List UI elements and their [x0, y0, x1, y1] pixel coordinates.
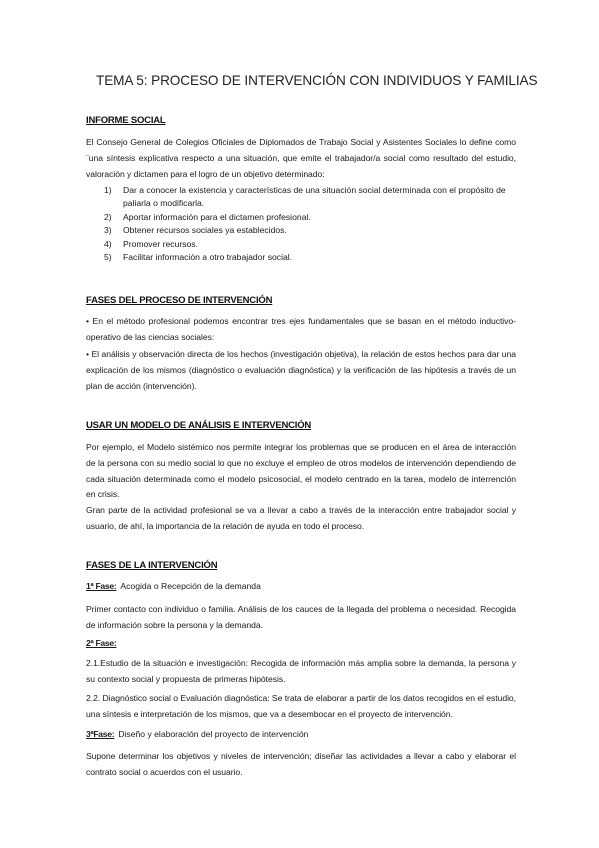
fases-proceso-paragraph-2: • El análisis y observación directa de los hechos (investigación objetiva), la relación de estos hechos para dar una explicación de los mismos (diagnóstico o evaluación diagnóstica) y la verificación de las hipótesis a través de un plan de acción (intervención).	[86, 349, 516, 391]
fase-3-line	[86, 729, 308, 739]
heading-modelo: USAR UN MODELO DE ANÁLISIS E INTERVENCIÓN	[86, 420, 312, 431]
modelo-paragraph-2: Gran parte de la actividad profesional se va a llevar a cabo a través de la interacción entre trabajador social y usuario, de ahí, la importancia de la relación de ayuda en todo el proceso.	[86, 505, 516, 531]
list-item-text: Aportar información para el dictamen profesional.	[123, 211, 311, 222]
fase-3-title: Diseño y elaboración del proyecto de intervención	[118, 729, 309, 739]
list-item-text: Dar a conocer la existencia y características de una situación social determinada con el propósito de paliarla o modificarla.	[123, 185, 506, 209]
list-item	[104, 238, 516, 251]
list-number: 5)	[104, 252, 112, 263]
fases-proceso-paragraph-1: • En el método profesional podemos encontrar tres ejes fundamentales que se basan en el método inductivooperativo de las ciencias sociales:	[86, 316, 516, 342]
fase-1-title: Acogida o Recepción de la demanda	[120, 581, 261, 591]
list-item	[104, 224, 516, 237]
fase-2-paragraph-2: 2.2. Diagnóstico social o Evaluación diagnóstica: Se trata de elaborar a partir de los datos recogidos en el estudio, una síntesis e interpretación de los mismos, que va a desembocar en el proyecto de intervención.	[86, 693, 516, 719]
fase-2-paragraph-1: 2.1.Estudio de la situación e investigación: Recogida de información más amplia sobre la demanda, la persona y su contexto social y propuesta de primeras hipótesis.	[86, 658, 516, 684]
fase-2-line	[86, 638, 120, 648]
list-number: 2)	[104, 211, 112, 222]
list-number: 1)	[104, 185, 112, 195]
list-item-text: Facilitar información a otro trabajador social.	[123, 252, 293, 263]
informe-intro-paragraph: El Consejo General de Colegios Oficiales de Diplomados de Trabajo Social y Asistentes Sociales lo define como ¨una síntesis explicativa respecto a una situación, que emite el trabajador/a social como resultado del estudio, valoración y dictamen para el logro de un objetivo determinado:	[86, 137, 516, 179]
fase-2-label: 2ª Fase:	[86, 638, 117, 648]
heading-informe-social: INFORME SOCIAL	[86, 115, 166, 126]
fase-1-line	[86, 581, 261, 591]
list-item-text: Obtener recursos sociales ya establecidos.	[123, 225, 287, 236]
list-item	[104, 251, 516, 264]
list-item-text: Promover recursos.	[123, 238, 198, 249]
fase-1-paragraph: Primer contacto con individuo o familia. Análisis de los cauces de la llegada del problema o necesidad. Recogida de información sobre la persona y la demanda.	[86, 604, 516, 630]
list-number: 4)	[104, 238, 112, 249]
page-title: TEMA 5: PROCESO DE INTERVENCIÓN CON INDIVIDUOS Y FAMILIAS	[96, 73, 538, 88]
list-item	[104, 211, 516, 224]
list-number: 3)	[104, 225, 112, 236]
fase-3-label: 3ªFase:	[86, 729, 115, 739]
fase-1-label: 1ª Fase:	[86, 581, 117, 591]
modelo-paragraph-1: Por ejemplo, el Modelo sistémico nos permite integrar los problemas que se producen en el área de interacción de la persona con su medio social lo que no excluye el empleo de otros modelos de intervención dependiendo de cada situación determinada como el modelo psicosocial, el modelo centrado en la tarea, modelo de interrención en crisis.	[86, 442, 516, 500]
informe-purpose-list	[104, 184, 516, 264]
heading-fases-intervencion: FASES DE LA INTERVENCIÓN	[86, 560, 218, 571]
fase-3-paragraph: Supone determinar los objetivos y niveles de intervención; diseñar las actividades a llevar a cabo y elaborar el contrato social o acuerdos con el usuario.	[86, 751, 516, 777]
list-item	[104, 184, 516, 211]
heading-fases-proceso: FASES DEL PROCESO DE INTERVENCIÓN	[86, 295, 273, 306]
